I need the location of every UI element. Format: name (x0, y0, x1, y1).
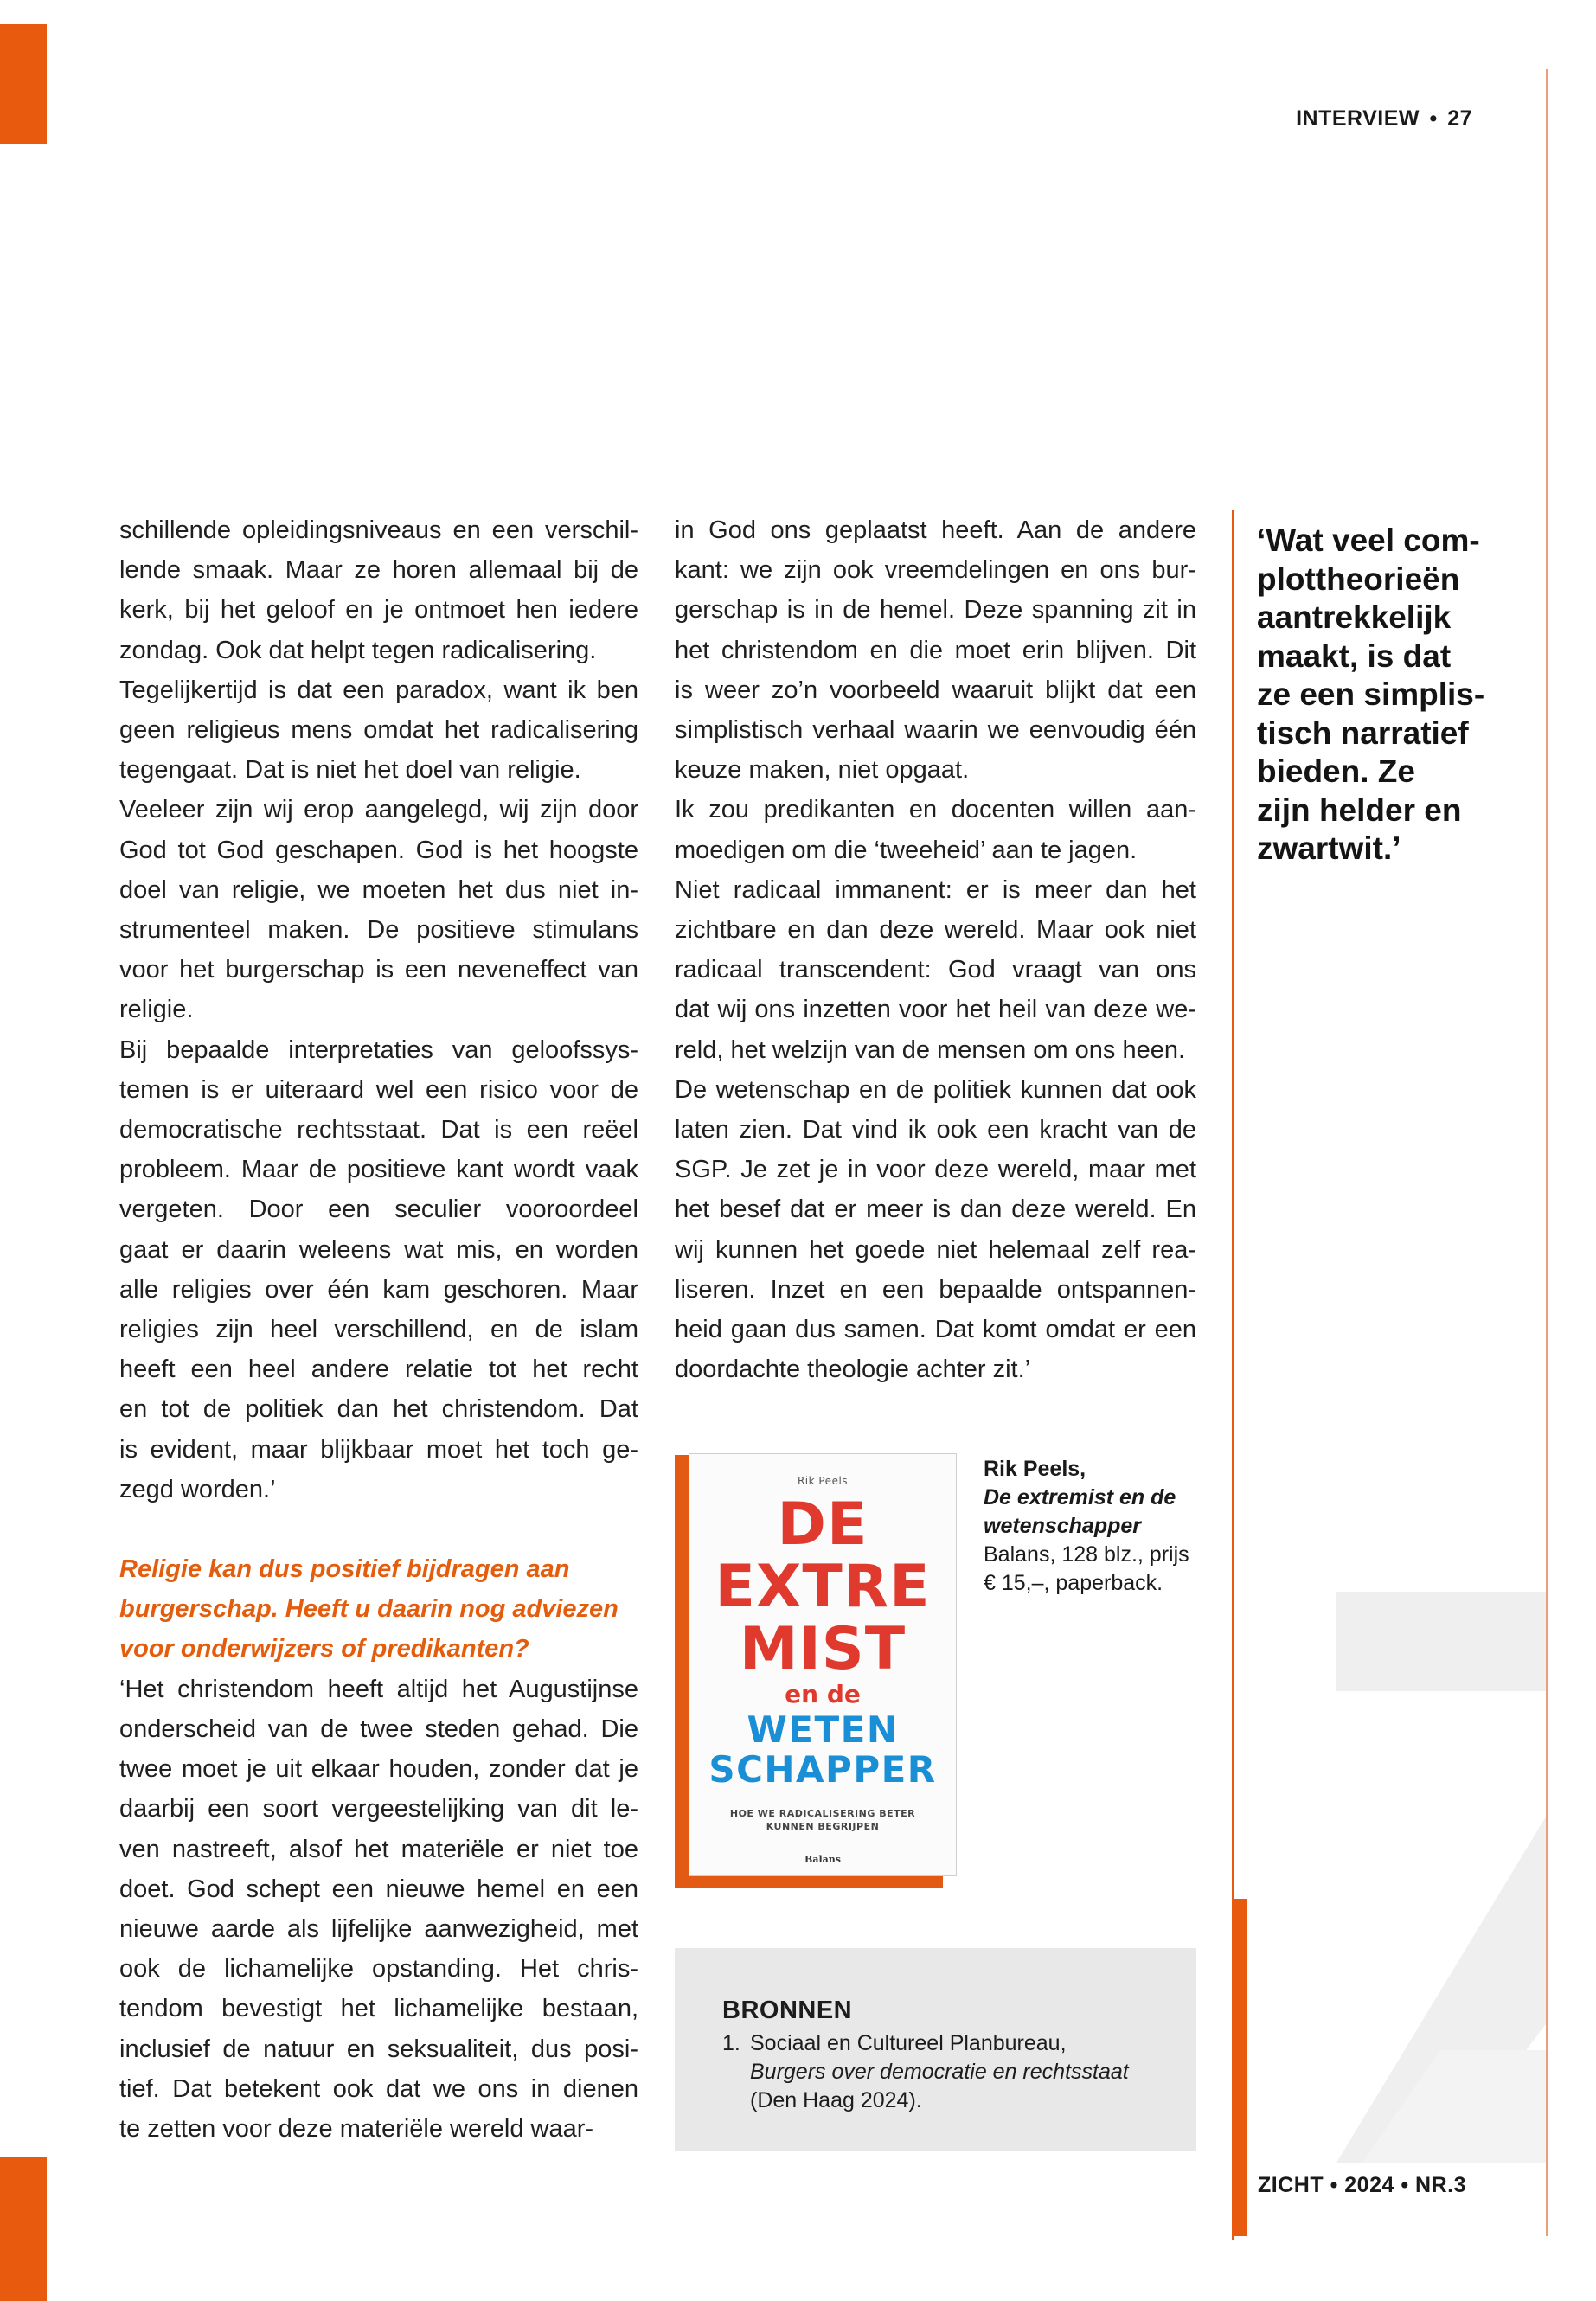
article-column-1 (119, 510, 638, 2149)
body-line: heeft een heel andere relatie tot het recht (119, 1356, 638, 1384)
body-line: probleem. Maar de positieve kant wordt vaak (119, 1156, 638, 1184)
body-line: Ik zou predikanten en docenten willen aan- (675, 796, 1196, 824)
body-line: radicaal transcendent: God vraagt van ons (675, 956, 1196, 984)
body-line: gerschap is in de hemel. Deze spanning zit in (675, 596, 1196, 625)
body-line: kerk, bij het geloof en je ontmoet hen iedere (119, 596, 638, 625)
body-line: alle religies over één kam geschoren. Maar (119, 1275, 638, 1304)
pull-quote-line: plottheorieën (1257, 561, 1460, 597)
pull-quote (1257, 522, 1534, 868)
pull-quote-line: tisch narratief (1257, 715, 1469, 751)
book-title-line: EXTRE (715, 1553, 931, 1621)
body-line: ‘Het christendom heeft altijd het Augustijnse (119, 1675, 638, 1703)
bronnen-item-number: 1. (722, 2031, 740, 2055)
body-line: wij kunnen het goede niet helemaal zelf rea- (675, 1235, 1196, 1264)
bottom-left-orange-tab (0, 2157, 47, 2301)
top-left-orange-tab (0, 24, 47, 144)
body-line: het besef dat er meer is dan deze wereld. En (675, 1195, 1196, 1224)
caption-detail-line: € 15,–, paperback. (984, 1571, 1163, 1595)
decorative-letter-shape (1336, 1592, 1546, 2163)
body-line: nieuwe aarde als lijfelijke aanwezigheid, met (119, 1914, 638, 1943)
body-line: moedigen om die ‘tweeheid’ aan te jagen. (675, 836, 1138, 864)
body-line: inclusief de natuur en seksualiteit, dus posi- (119, 2035, 638, 2063)
body-line: simplistisch verhaal waarin we eenvoudig één (675, 716, 1196, 745)
body-line: liseren. Inzet en een bepaalde ontspannen- (675, 1275, 1196, 1304)
pull-quote-line: maakt, is dat (1257, 638, 1452, 674)
book-cover-subtitle (689, 1807, 956, 1833)
book-cover-author: Rik Peels (797, 1475, 849, 1487)
body-line: lende smaak. Maar ze horen allemaal bij de (119, 556, 638, 585)
column-1-body-a (119, 510, 638, 1509)
book-cover (689, 1453, 957, 1876)
caption-title-line: De extremist en de (984, 1485, 1176, 1509)
article-column-2 (675, 510, 1196, 1389)
body-line: De wetenschap en de politiek kunnen dat ook (675, 1075, 1196, 1104)
body-line: vergeten. Door een seculier vooroordeel (119, 1195, 638, 1224)
book-subtitle-line: KUNNEN BEGRIJPEN (766, 1821, 880, 1832)
body-line: religie. (119, 996, 194, 1024)
page-number: 27 (1447, 106, 1472, 131)
right-edge-rule (1546, 69, 1548, 2236)
body-line: ven nastreeft, alsof het materiële er niet toe (119, 1835, 638, 1863)
book-caption (984, 1455, 1208, 1598)
question-line: burgerschap. Heeft u daarin nog adviezen (119, 1595, 619, 1624)
book-cover-publisher: Balans (804, 1854, 841, 1865)
pull-quote-line: ‘Wat veel com- (1257, 522, 1480, 558)
body-line: voor het burgerschap is een neveneffect van (119, 956, 638, 984)
body-line: zegd worden.’ (119, 1475, 276, 1503)
book-title-line: DE (777, 1490, 869, 1559)
body-line: heid gaan dus samen. Dat komt omdat er een (675, 1316, 1196, 1344)
section-label: INTERVIEW (1296, 106, 1420, 131)
body-line: onderscheid van de twee steden gehad. Die (119, 1715, 638, 1743)
body-line: doet. God schept een nieuwe hemel en een (119, 1875, 638, 1903)
body-line: tendom bevestigt het lichamelijke bestaan, (119, 1995, 638, 2023)
caption-detail-line: Balans, 128 blz., prijs (984, 1542, 1189, 1567)
body-line: Niet radicaal immanent: er is meer dan het (675, 875, 1196, 904)
running-footer: ZICHT • 2024 • NR.3 (1258, 2173, 1466, 2197)
body-line: Veeleer zijn wij erop aangelegd, wij zijn door (119, 796, 638, 824)
book-cover-conjunction: en de (785, 1680, 861, 1708)
body-line: te zetten voor deze materiële wereld waar- (119, 2114, 594, 2143)
body-line: en tot de politiek dan het christendom. Dat (119, 1395, 638, 1424)
book-title-line: WETEN (747, 1708, 899, 1751)
bronnen-line: (Den Haag 2024). (750, 2088, 922, 2112)
lower-accent-bar (1232, 1899, 1247, 2236)
body-line: laten zien. Dat vind ik ook een kracht van de (675, 1116, 1196, 1144)
body-line: is evident, maar blijkbaar moet het toch ge- (119, 1435, 638, 1464)
bronnen-item-text (750, 2029, 1181, 2115)
caption-title (984, 1484, 1208, 1541)
running-header (1296, 106, 1472, 131)
header-separator: • (1429, 106, 1438, 131)
body-line: kant: we zijn ook vreemdelingen en ons bur- (675, 556, 1196, 585)
body-line: daarbij een soort vergeestelijking van dit le- (119, 1795, 638, 1823)
body-line: reld, het welzijn van de mensen om ons heen. (675, 1035, 1186, 1064)
body-line: dat wij ons inzetten voor het heil van deze we- (675, 996, 1196, 1024)
pull-quote-line: zwartwit.’ (1257, 830, 1401, 866)
pull-quote-line: ze een simplis- (1257, 676, 1485, 712)
body-line: religies zijn heel verschillend, en de islam (119, 1316, 638, 1344)
body-line: gaat er daarin weleens wat mis, en worden (119, 1235, 638, 1264)
body-line: democratische rechtsstaat. Dat is een reëel (119, 1116, 638, 1144)
body-line: tief. Dat betekent ook dat we ons in dienen (119, 2074, 638, 2103)
body-line: strumenteel maken. De positieve stimulans (119, 916, 638, 945)
column-2-body (675, 510, 1196, 1389)
body-line: het christendom en die moet erin blijven. Dit (675, 636, 1196, 664)
body-line: in God ons geplaatst heeft. Aan de andere (675, 516, 1196, 544)
body-line: God tot God geschapen. God is het hoogste (119, 836, 638, 864)
body-line: temen is er uiteraard wel een risico voor de (119, 1075, 638, 1104)
bronnen-line: Sociaal en Cultureel Planbureau, (750, 2031, 1067, 2055)
body-line: doel van religie, we moeten het dus niet in- (119, 875, 638, 904)
book-subtitle-line: HOE WE RADICALISERING BETER (729, 1808, 916, 1819)
body-line: SGP. Je zet je in voor deze wereld, maar met (675, 1156, 1196, 1184)
body-line: ook de lichamelijke opstanding. Het chris- (119, 1955, 638, 1984)
caption-title-line: wetenschapper (984, 1514, 1142, 1538)
interview-question (119, 1549, 638, 1670)
body-line: is weer zo’n voorbeeld waaruit blijkt dat een (675, 676, 1196, 704)
caption-author: Rik Peels, (984, 1457, 1086, 1481)
body-line: doordachte theologie achter zit.’ (675, 1356, 1031, 1384)
question-line: voor onderwijzers of predikanten? (119, 1635, 529, 1663)
body-line: schillende opleidingsniveaus en een verschil- (119, 516, 638, 544)
book-cover-title (689, 1490, 956, 1683)
body-line: zichtbare en dan deze wereld. Maar ook niet (675, 916, 1196, 945)
bronnen-panel (675, 1948, 1196, 2151)
book-cover-title-2 (689, 1710, 956, 1790)
pull-quote-line: zijn helder en (1257, 792, 1462, 828)
body-line: tegengaat. Dat is niet het doel van religie. (119, 756, 581, 785)
bronnen-item (722, 2029, 1181, 2115)
book-title-line: SCHAPPER (708, 1748, 937, 1791)
body-line: keuze maken, niet opgaat. (675, 756, 970, 785)
body-line: Bij bepaalde interpretaties van geloofssys- (119, 1035, 638, 1064)
bronnen-line: Burgers over democratie en rechtsstaat (750, 2060, 1129, 2084)
bronnen-heading: BRONNEN (722, 1997, 853, 2024)
book-title-line: MIST (739, 1615, 907, 1683)
caption-details (984, 1541, 1208, 1598)
pull-quote-line: aantrekkelijk (1257, 599, 1452, 635)
body-line: twee moet je uit elkaar houden, zonder dat je (119, 1755, 638, 1784)
question-line: Religie kan dus positief bijdragen aan (119, 1555, 570, 1584)
body-line: Tegelijkertijd is dat een paradox, want ik ben (119, 676, 638, 704)
column-1-body-b (119, 1670, 638, 2149)
pull-quote-line: bieden. Ze (1257, 753, 1415, 789)
body-line: zondag. Ook dat helpt tegen radicalisering. (119, 636, 597, 664)
body-line: geen religieus mens omdat het radicalisering (119, 716, 638, 745)
